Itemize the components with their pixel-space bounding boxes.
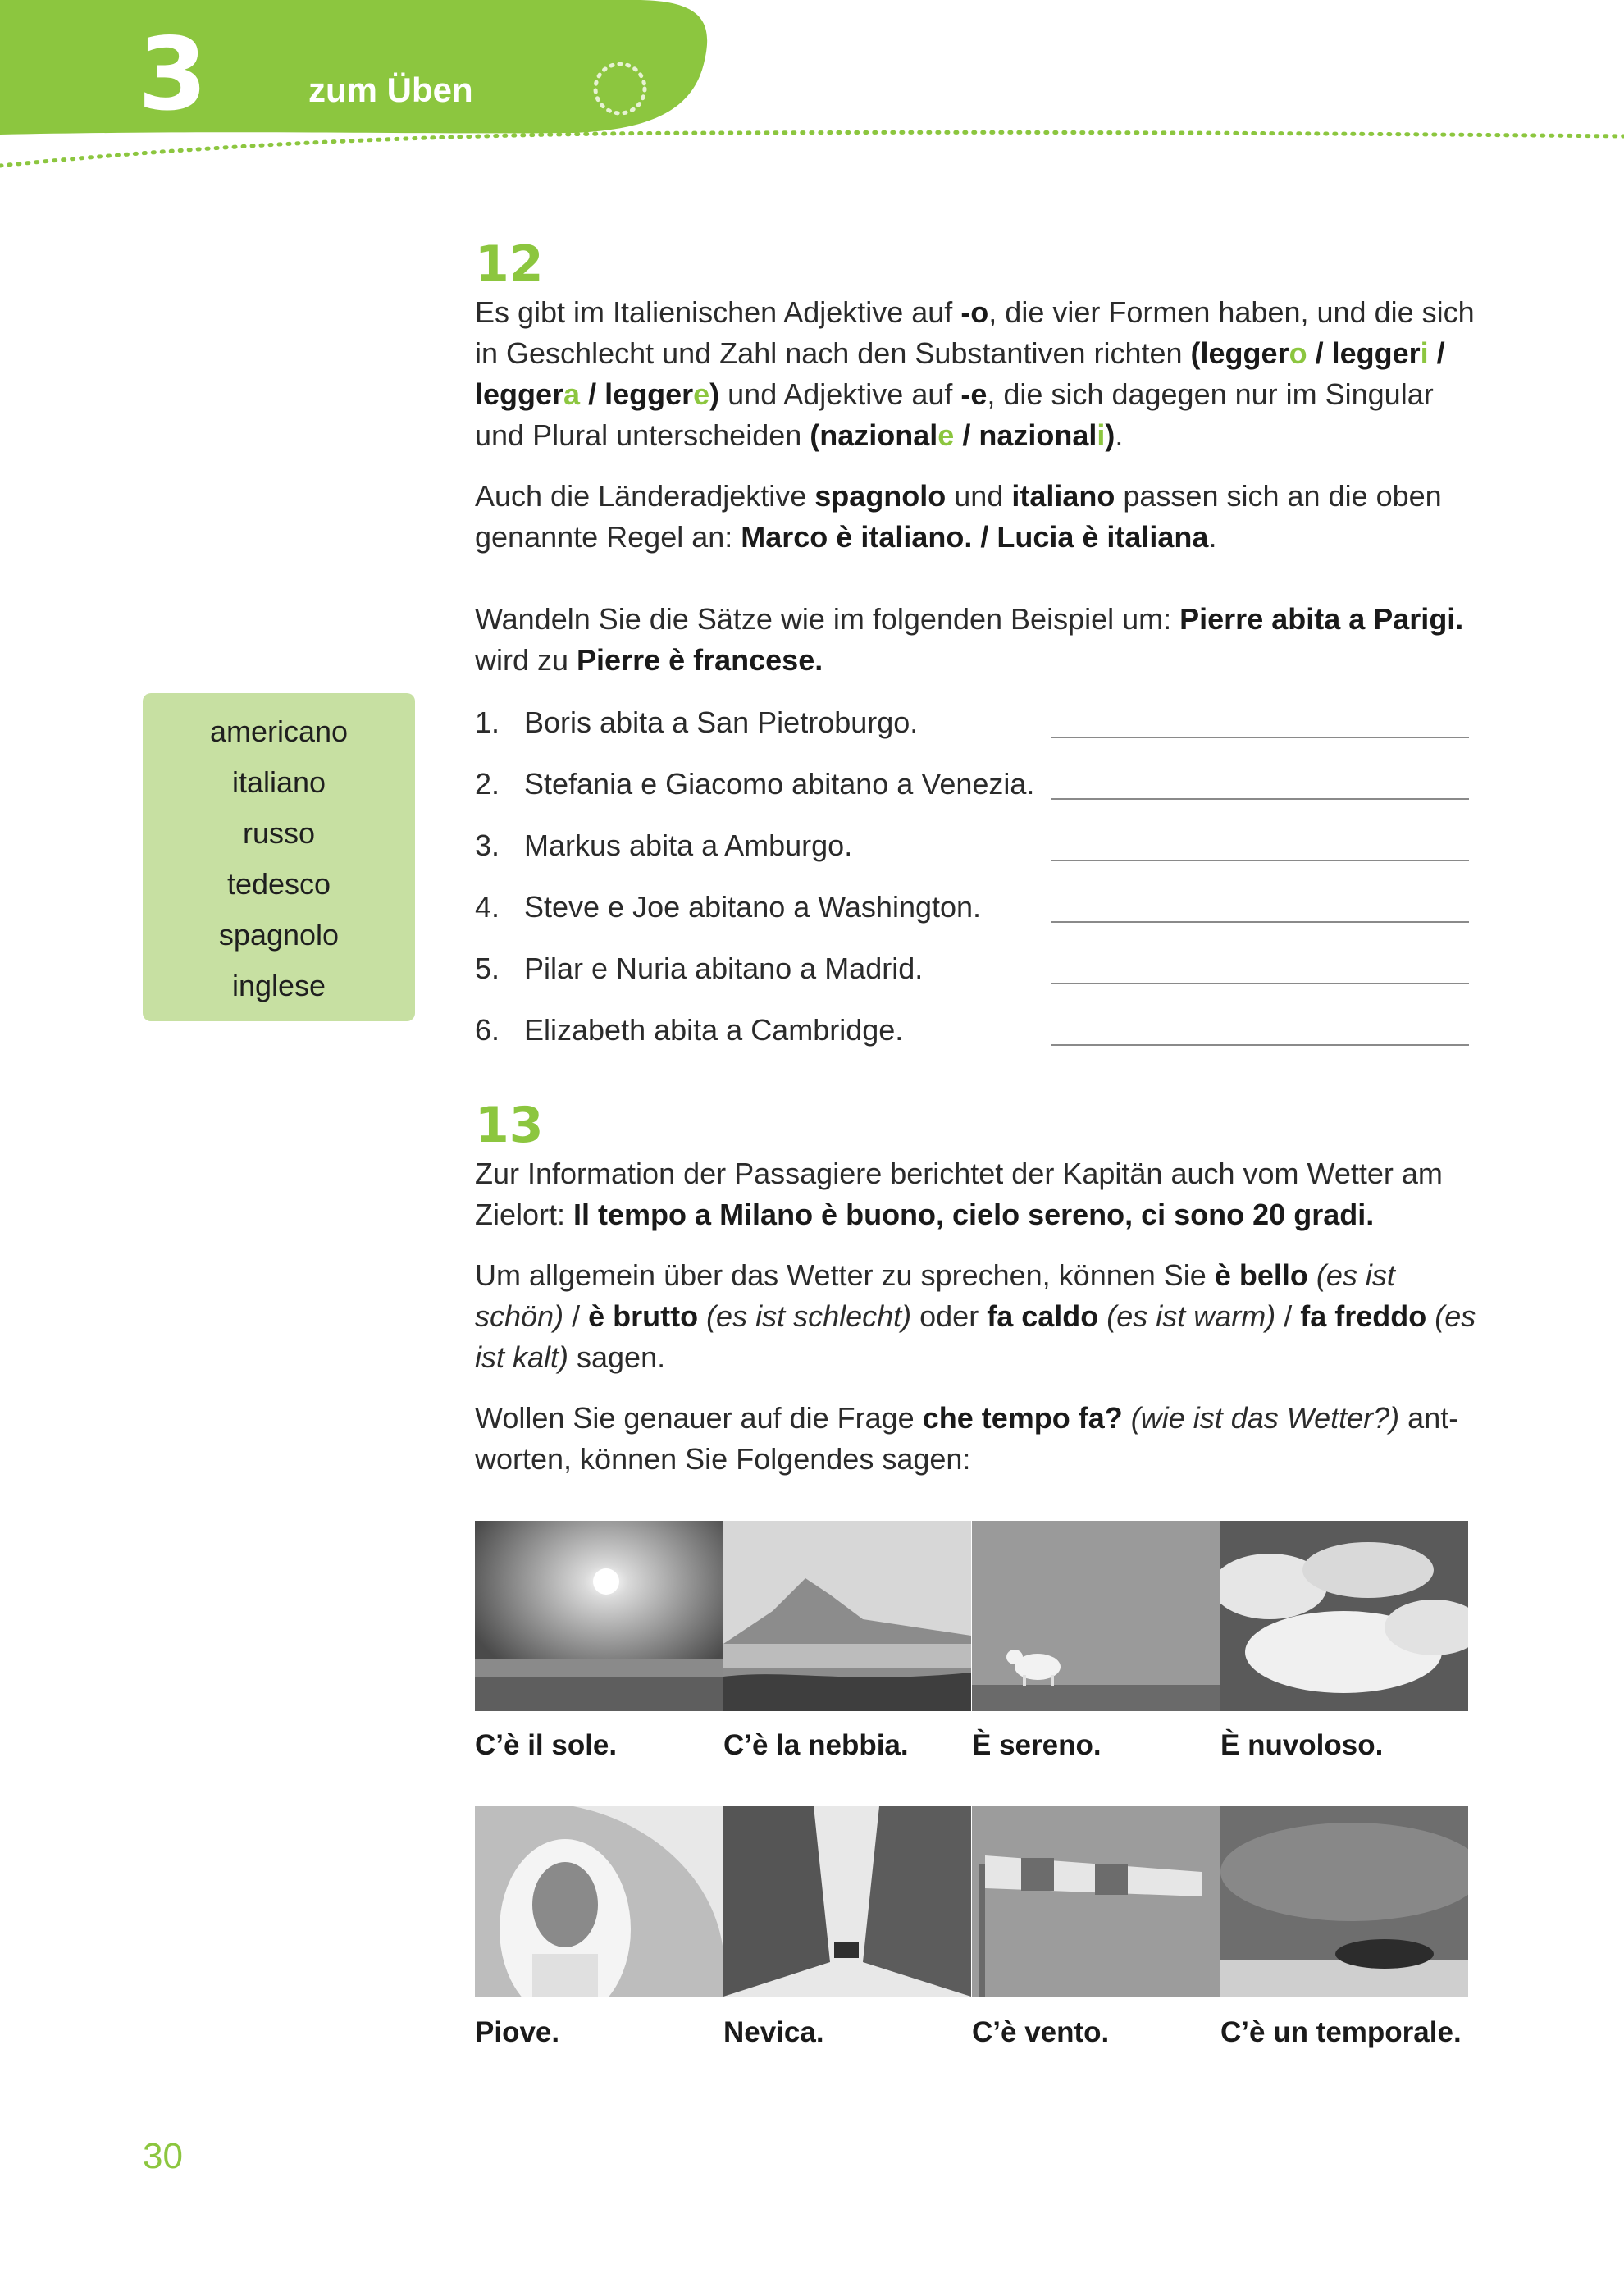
word-box-item: russo: [242, 816, 316, 850]
item-number: 3.: [475, 828, 500, 862]
word-box-item: spagnolo: [218, 918, 340, 952]
exercise-13-paragraph-1: Zur Information der Passagiere berichtet der Kapitän auch vom Wetter am Zielort: Il tempo a Milano è buono, cielo sereno, ci sono 20 gradi.: [475, 1157, 1443, 1231]
answer-line[interactable]: [1051, 860, 1469, 861]
storm-clouds-photo: [1220, 1806, 1468, 1997]
item-number: 6.: [475, 1013, 500, 1047]
answer-line[interactable]: [1051, 737, 1469, 738]
exercise-12-paragraph-1: Es gibt im Italienischen Adjektive auf -o, die vier Formen haben, und die sich in Geschlecht und Zahl nach den Substantiven richten (leggero / leggeri / leggera / leggere) und Adjektive auf -e, die sich dagegen nur im Singular und Plural unterscheiden (nazionale / nazionali).: [475, 295, 1475, 452]
cloudy-sky-photo: [1220, 1521, 1468, 1711]
exercise-item: [475, 1010, 1469, 1051]
weather-caption-fog: C’è la nebbia.: [723, 1729, 909, 1761]
item-sentence: Steve e Joe abitano a Washington.: [524, 890, 982, 924]
exercise-13-paragraph-3: Wollen Sie genauer auf die Frage che tempo fa? (wie ist das Wetter?) antworten, können Sie Folgendes sagen:: [475, 1401, 1459, 1476]
word-box: [143, 693, 415, 1021]
weather-caption-cloudy: È nuvoloso.: [1220, 1729, 1384, 1761]
exercise-item: [475, 887, 1469, 928]
weather-caption-clear: È sereno.: [972, 1729, 1102, 1761]
word-box-item: inglese: [231, 969, 326, 1002]
chapter-number: 3: [138, 16, 208, 133]
weather-caption-sun: C’è il sole.: [475, 1729, 618, 1761]
exercise-item: [475, 948, 1469, 989]
item-sentence: Markus abita a Amburgo.: [524, 828, 853, 862]
answer-line[interactable]: [1051, 798, 1469, 800]
weather-caption-wind: C’è vento.: [972, 2016, 1110, 2048]
exercise-12-instruction: Wandeln Sie die Sätze wie im folgenden Beispiel um: Pierre abita a Parigi. wird zu Pierre è francese.: [475, 602, 1464, 677]
page-number: 30: [143, 2136, 183, 2176]
item-number: 1.: [475, 705, 500, 739]
exercise-item: [475, 702, 1469, 743]
answer-line[interactable]: [1051, 1044, 1469, 1046]
exercise-12-number: 12: [475, 235, 544, 293]
exercise-13-intro: [475, 1153, 1484, 1480]
item-sentence: Pilar e Nuria abitano a Madrid.: [524, 952, 924, 985]
windsock-photo: [972, 1806, 1220, 1997]
chapter-label: zum Üben: [308, 71, 473, 109]
weather-caption-rain: Piove.: [475, 2016, 560, 2048]
item-number: 2.: [475, 767, 500, 801]
weather-caption-storm: C’è un temporale.: [1220, 2016, 1462, 2048]
item-sentence: Stefania e Giacomo abitano a Venezia.: [524, 767, 1035, 801]
lamb-clear-sky-photo: [972, 1521, 1220, 1711]
exercise-13-paragraph-2: Um allgemein über das Wetter zu sprechen, können Sie è bello (es ist schön) / è brutto (es ist schlecht) oder fa caldo (es ist warm) / fa freddo (es ist kalt) sagen.: [475, 1258, 1476, 1374]
exercise-item: [475, 764, 1469, 805]
exercise-12-intro: [475, 292, 1484, 681]
item-number: 5.: [475, 952, 500, 985]
answer-line[interactable]: [1051, 921, 1469, 923]
exercise-12-paragraph-2: Auch die Länderadjektive spagnolo und italiano passen sich an die oben genannte Regel an: Marco è italiano. / Lucia è italiana.: [475, 479, 1442, 554]
snowy-road-photo: [723, 1806, 971, 1997]
word-box-item: tedesco: [226, 867, 331, 901]
word-box-item: italiano: [231, 765, 326, 799]
foggy-mountain-photo: [723, 1521, 971, 1711]
item-number: 4.: [475, 890, 500, 924]
woman-umbrella-photo: [475, 1806, 723, 1997]
weather-caption-snow: Nevica.: [723, 2016, 824, 2048]
chapter-header-band: [0, 0, 1624, 180]
exercise-item: [475, 825, 1469, 866]
sunny-field-photo: [475, 1521, 723, 1711]
word-box-item: americano: [209, 714, 349, 748]
item-sentence: Elizabeth abita a Cambridge.: [524, 1013, 904, 1047]
exercise-13-number: 13: [475, 1097, 544, 1154]
item-sentence: Boris abita a San Pietroburgo.: [524, 705, 919, 739]
answer-line[interactable]: [1051, 983, 1469, 984]
